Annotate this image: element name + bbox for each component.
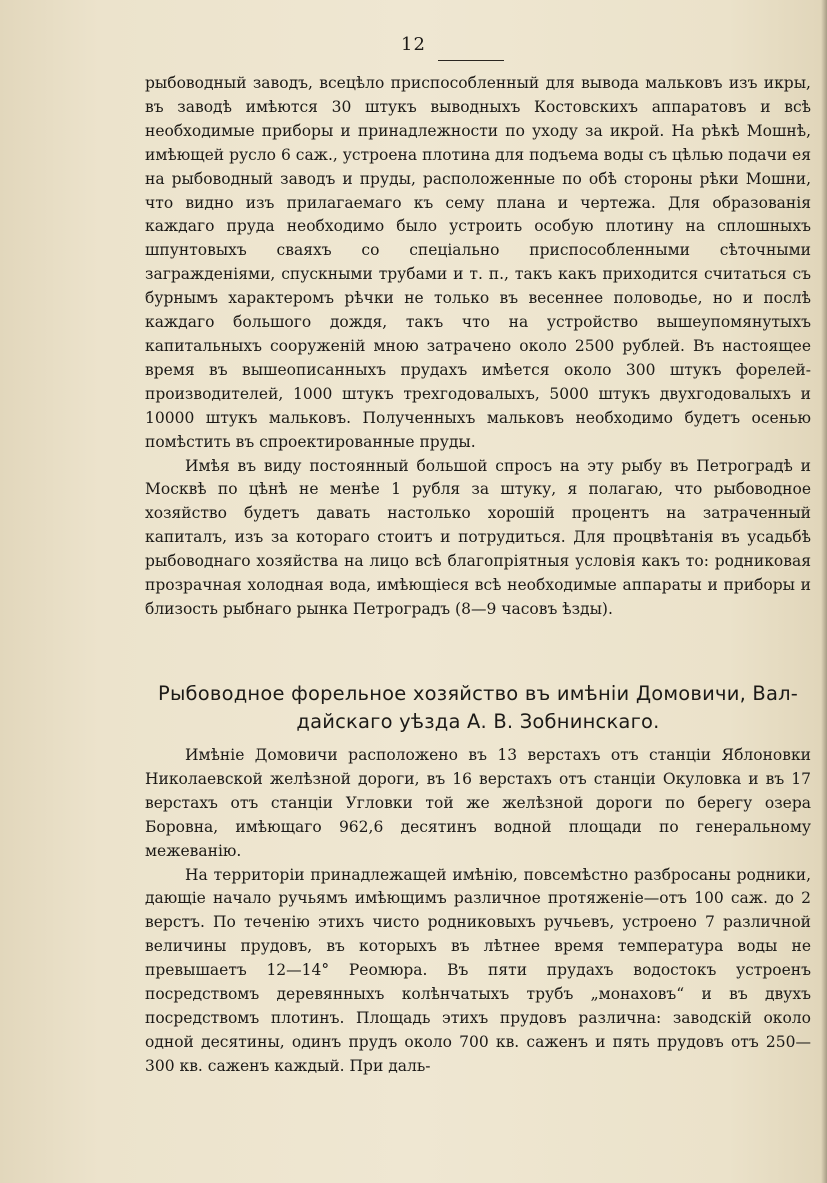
paragraph: Имѣніе Домовичи расположено въ 13 верстахъ отъ станціи Яблоновки Николаевской желѣзной дороги, въ 16 верстахъ отъ станціи Окуловка и въ 17 верстахъ отъ станціи Угловки той же желѣзной дороги по берегу озера Боровна, имѣющаго 962,6 десятинъ водной площади по генеральному межеванію. <box>145 746 811 860</box>
section1-text <box>145 72 811 622</box>
section-heading-line: дайскаго уѣзда А. В. Зобнинскаго. <box>296 710 660 733</box>
section-heading-line: Рыбоводное форельное хозяйство въ имѣніи Домовичи, Вал- <box>157 682 799 705</box>
paragraph: рыбоводный заводъ, всецѣло приспособленный для вывода мальковъ изъ икры, въ заводѣ имѣются 30 штукъ выводныхъ Костовскихъ аппаратовъ и всѣ необходимые приборы и принадлежности по уходу за икрой. На рѣкѣ Мошнѣ, имѣющей русло 6 саж., устроена плотина для подъема воды съ цѣлью подачи ея на рыбоводный заводъ и пруды, расположенные по обѣ стороны рѣки Мошни, что видно изъ прилагаемаго къ сему плана и чертежа. Для образованія каждаго пруда необходимо было устроить особую плотину на сплошныхъ шпунтовыхъ сваяхъ со спеціально приспособленными сѣточными загражденіями, спускными трубами и т. п., такъ какъ приходится считаться съ бурнымъ характеромъ рѣчки не только въ весеннее половодье, но и послѣ каждаго большого дождя, такъ что на устройство вышеупомянутыхъ капитальныхъ сооруженій мною затрачено около 2500 рублей. Въ настоящее время въ вышеописанныхъ прудахъ имѣется около 300 штукъ форелей-производителей, 1000 штукъ трехгодовалыхъ, 5000 штукъ двухгодовалыхъ и 10000 штукъ мальковъ. Полученныхъ мальковъ необходимо будетъ осенью помѣстить въ спроектированные пруды. <box>145 74 811 451</box>
page-number: 12 <box>401 34 426 55</box>
section-heading <box>145 680 811 736</box>
paragraph: На территоріи принадлежащей имѣнію, повсемѣстно разбросаны родники, дающіе начало ручьямъ имѣющимъ различное протяженіе—отъ 100 саж. до 2 верстъ. По теченію этихъ чисто родниковыхъ ручьевъ, устроено 7 различной величины прудовъ, въ которыхъ въ лѣтнее время температура воды не превышаетъ 12—14° Реомюра. Въ пяти прудахъ водостокъ устроенъ посредствомъ деревянныхъ колѣнчатыхъ трубъ „монаховъ“ и въ двухъ посредствомъ плотинъ. Площадь этихъ прудовъ различна: заводскій около одной десятины, одинъ прудъ около 700 кв. саженъ и пять прудовъ отъ 250—300 кв. саженъ каждый. При даль- <box>145 865 811 1075</box>
paragraph: Имѣя въ виду постоянный большой спросъ на эту рыбу въ Петроградѣ и Москвѣ по цѣнѣ не менѣе 1 рубля за штуку, я полагаю, что рыбоводное хозяйство будетъ давать настолько хорошій процентъ на затраченный капиталъ, изъ за котораго стоитъ и потрудиться. Для процвѣтанія въ усадьбѣ рыбоводнаго хозяйства на лицо всѣ благопріятныя условія какъ то: родниковая прозрачная холодная вода, имѣющіеся всѣ необходимые аппараты и приборы и близость рыбнаго рынка Петроградъ (8—9 часовъ ѣзды). <box>145 456 811 618</box>
page-number-rule <box>438 60 504 61</box>
section2-text <box>145 744 811 1079</box>
page-edge-shadow <box>821 0 827 1183</box>
